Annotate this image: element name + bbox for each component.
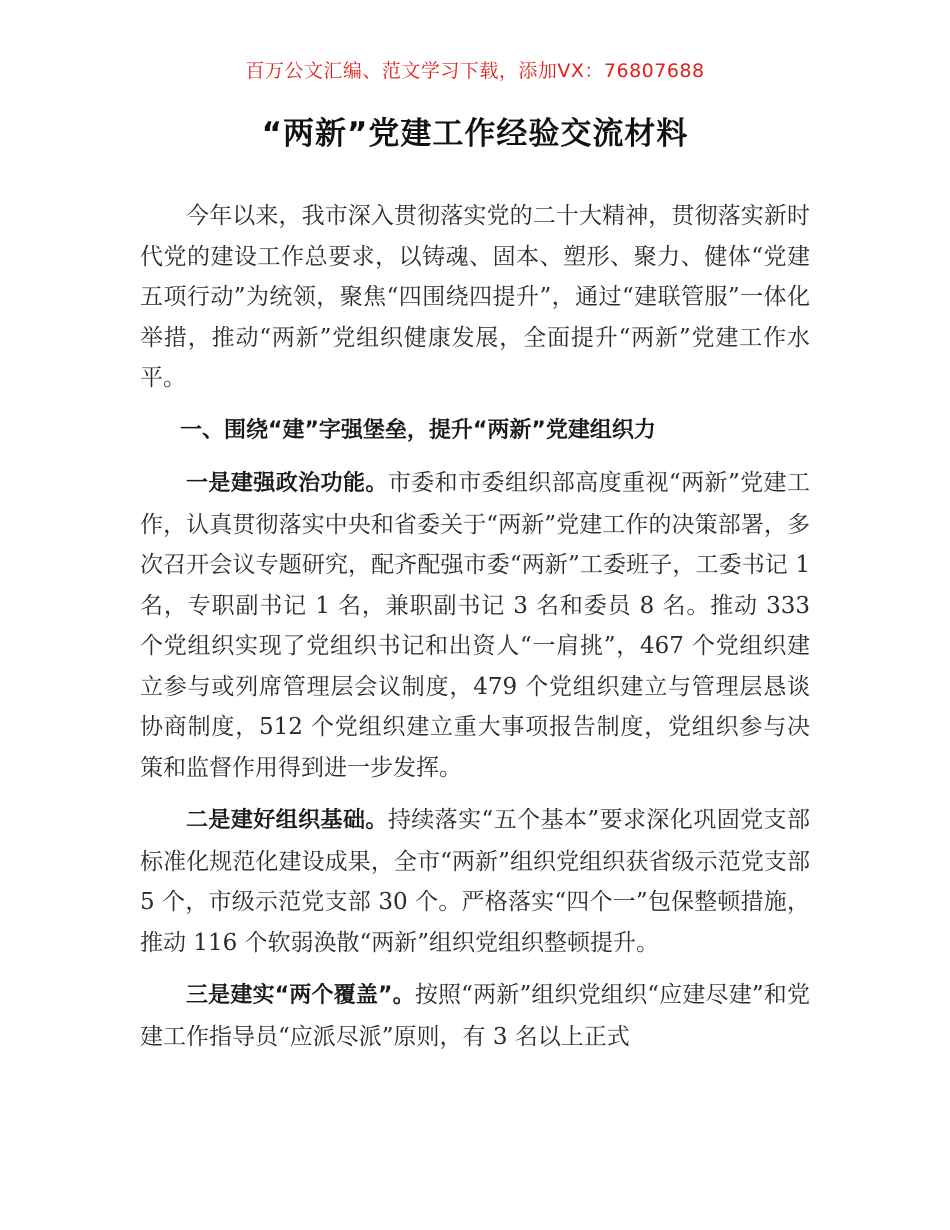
section-item-paragraph — [140, 800, 810, 963]
section-heading-1: 一、围绕“建”字强堡垒，提升“两新”党建组织力 — [180, 417, 656, 443]
document-title: “两新”党建工作经验交流材料 — [261, 116, 689, 152]
item-text: 市委和市委组织部高度重视“两新”党建工作，认真贯彻落实中央和省委关于“两新”党建工作的决策部署，多次召开会议专题研究，配齐配强市委“两新”工委班子，工委书记 1 名，专职副书记 1 名，兼职副书记 3 名和委员 8 名。推动 333 个党组织实现了党组织书记和出资人“一肩挑”，467 个党组织建立参与或列席管理层会议制度，479 个党组织建立与管理层恳谈协商制度，512 个党组织建立重大事项报告制度，党组织参与决策和监督作用得到进一步发挥。 — [140, 470, 810, 781]
intro-paragraph: 今年以来，我市深入贯彻落实党的二十大精神，贯彻落实新时代党的建设工作总要求，以铸魂、固本、塑形、聚力、健体“党建五项行动”为统领，聚焦“四围绕四提升”，通过“建联管服”一体化举措，推动“两新”党组织健康发展，全面提升“两新”党建工作水平。 — [140, 203, 810, 391]
item-lead: 二是建好组织基础。 — [186, 808, 388, 833]
item-text: 持续落实“五个基本”要求深化巩固党支部标准化规范化建设成果，全市“两新”组织党组织获省级示范党支部 5 个，市级示范党支部 30 个。严格落实“四个一”包保整顿措施，推动 116 个软弱涣散“两新”组织党组织整顿提升。 — [140, 807, 810, 956]
section-item-paragraph — [140, 975, 810, 1057]
promo-banner: 百万公文汇编、范文学习下载，添加VX：76807688 — [245, 60, 705, 82]
item-lead: 三是建实“两个覆盖”。 — [186, 983, 415, 1008]
document-body — [140, 196, 810, 1069]
section-item-paragraph — [140, 463, 810, 788]
item-lead: 一是建强政治功能。 — [186, 471, 388, 496]
item-text: 按照“两新”组织党组织“应建尽建”和党建工作指导员“应派尽派”原则，有 3 名以上正式 — [140, 982, 810, 1050]
